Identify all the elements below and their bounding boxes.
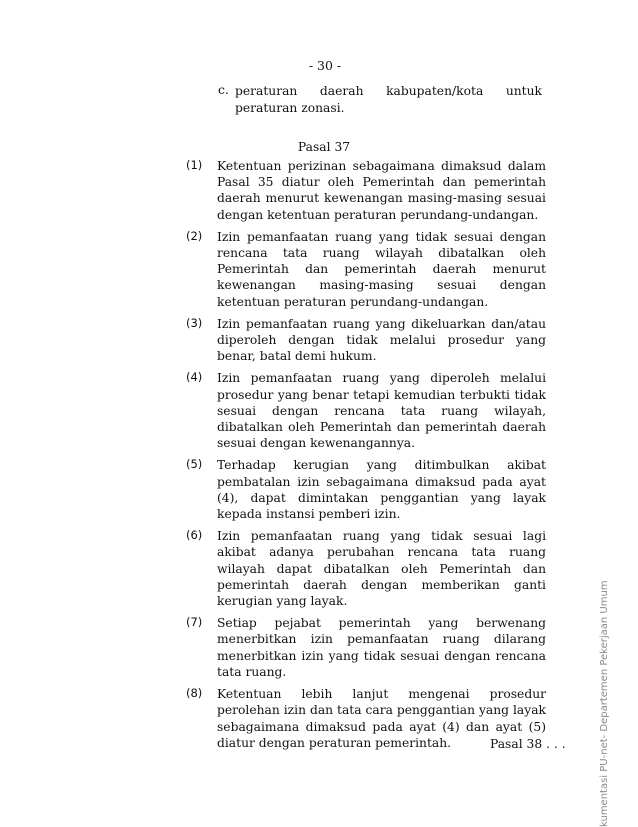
paragraph-text: Izin pemanfaatan ruang yang tidak sesuai dengan rencana tata ruang wilayah dibatalkan oleh Pemerintah dan pemerintah daerah menurut kewenangan masing-masing sesuai dengan ketentuan peraturan perundang-undangan. [217,229,546,309]
page-number: - 30 - [308,58,342,73]
paragraph-text: Izin pemanfaatan ruang yang tidak sesuai lagi akibat adanya perubahan rencana tata ruang wilayah dapat dibatalkan oleh Pemerintah dan pemerintah daerah dengan memberikan ganti kerugian yang layak. [217,529,546,609]
list-item-c [218,83,542,116]
paragraph-5 [186,457,546,522]
paragraph-text: Terhadap kerugian yang ditimbulkan akibat pembatalan izin sebagaimana dimaksud pada ayat (4), dapat dimintakan penggantian yang layak kepada instansi pemberi izin. [217,458,546,522]
paragraph-2 [186,229,546,310]
paragraph-3 [186,316,546,365]
paragraph-4 [186,370,546,451]
paragraph-text: Setiap pejabat pemerintah yang berwenang menerbitkan izin pemanfaatan ruang dilarang menerbitkan izin yang tidak sesuai dengan rencana tata ruang. [217,616,546,679]
next-page-indicator: Pasal 38 . . . [490,737,566,751]
paragraph-number: (7) [186,615,203,630]
paragraph-7 [186,615,546,680]
item-letter: c. [218,83,229,97]
paragraph-text: Izin pemanfaatan ruang yang dikeluarkan dan/atau diperoleh dengan tidak melalui prosedur yang benar, batal demi hukum. [217,316,546,364]
paragraph-number: (6) [186,528,203,543]
paragraph-list [186,158,546,757]
paragraph-number: (8) [186,686,203,701]
paragraph-text: Ketentuan lebih lanjut mengenai prosedur perolehan izin dan tata cara penggantian yang layak sebagaimana dimaksud pada ayat (4) dan ayat (5) diatur dengan peraturan pemerintah. [217,687,546,750]
paragraph-number: (3) [186,315,203,330]
paragraph-number: (5) [186,457,203,472]
paragraph-text: Izin pemanfaatan ruang yang diperoleh melalui prosedur yang benar tetapi kemudian terbukti tidak sesuai dengan rencana tata ruang wilayah, dibatalkan oleh Pemerintah dan pemerintah daerah sesuai dengan kewenangannya. [217,371,546,451]
paragraph-number: (1) [186,158,203,172]
item-c-line1: peraturan daerah kabupaten/kota untuk [235,84,542,98]
article-title [0,140,638,154]
article-title-text: Pasal 37 [297,140,351,154]
paragraph-number: (4) [186,370,203,385]
paragraph-6 [186,528,546,609]
paragraph-number: (2) [186,228,203,243]
paragraph-1 [186,158,546,223]
watermark: kumentasi PU-net- Departemen Pekerjaan Umum [599,580,610,827]
item-c-line2: peraturan zonasi. [235,100,345,115]
paragraph-text: Ketentuan perizinan sebagaimana dimaksud dalam Pasal 35 diatur oleh Pemerintah dan pemerintah daerah menurut kewenangan masing-masing sesuai dengan ketentuan peraturan perundang-undangan. [217,159,546,222]
